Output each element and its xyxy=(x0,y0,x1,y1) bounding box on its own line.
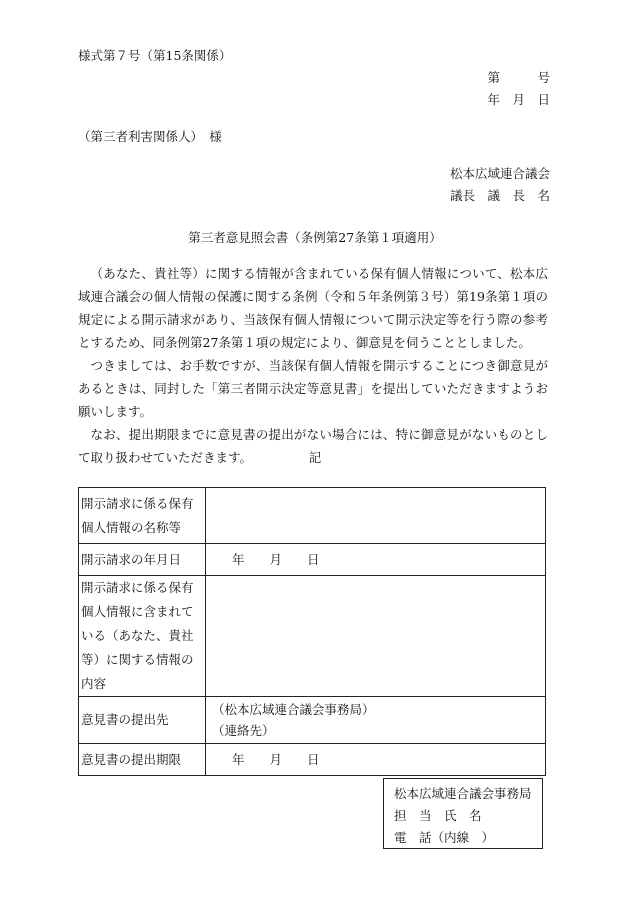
body-paragraph-2: つきましては、お手数ですが、当該保有個人情報を開示することにつき御意見があるときは、同封した「第三者開示決定等意見書」を提出していただきますようお願いします。 xyxy=(78,358,548,419)
addressee: （第三者利害関係人） 様 xyxy=(78,129,222,144)
body-paragraph-3: なお、提出期限までに意見書の提出がない場合には、特に御意見がないものとして取り扱わせていただきます。 xyxy=(78,427,548,465)
inquiry-table xyxy=(78,487,546,776)
row-label-info-content: 開示請求に係る保有個人情報に含まれている（あなた、貴社等）に関する情報の内容 xyxy=(79,576,206,697)
contact-office: 松本広域連合議会事務局 xyxy=(394,786,532,801)
row-value-info-content xyxy=(206,576,546,697)
contact-phone: 電 話（内線 ） xyxy=(394,830,495,845)
destination-contact: （連絡先） xyxy=(212,723,275,738)
table-row xyxy=(79,544,546,576)
row-label-submission-destination: 意見書の提出先 xyxy=(79,697,206,744)
table-row xyxy=(79,488,546,544)
row-value-submission-destination xyxy=(206,697,546,744)
body-text xyxy=(78,262,548,469)
document-date: 年 月 日 xyxy=(487,92,550,107)
table-row xyxy=(79,576,546,697)
row-value-request-date: 年 月 日 xyxy=(206,544,546,576)
sender-organization: 松本広域連合議会 xyxy=(449,166,550,181)
document-title: 第三者意見照会書（条例第27条第１項適用） xyxy=(188,230,442,245)
contact-box xyxy=(383,778,543,849)
sender-chair: 議長 議 長 名 xyxy=(449,188,550,203)
row-label-request-date: 開示請求の年月日 xyxy=(79,544,206,576)
contact-person: 担 当 氏 名 xyxy=(394,808,482,823)
row-value-info-name xyxy=(206,488,546,544)
table-row xyxy=(79,744,546,776)
table-row xyxy=(79,697,546,744)
ki-heading: 記 xyxy=(308,450,322,465)
row-value-submission-deadline: 年 月 日 xyxy=(206,744,546,776)
body-paragraph-1: （あなた、貴社等）に関する情報が含まれている保有個人情報について、松本広域連合議会の個人情報の保護に関する条例（令和５年条例第３号）第19条第１項の規定による開示請求があり、当該保有個人情報について開示決定等を行う際の参考とするため、同条例第27条第１項の規定により、御意見を伺うこととしました。 xyxy=(78,266,548,350)
document-number: 第 号 xyxy=(487,70,550,85)
row-label-submission-deadline: 意見書の提出期限 xyxy=(79,744,206,776)
destination-office: （松本広域連合議会事務局） xyxy=(212,702,375,717)
form-number: 様式第７号（第15条関係） xyxy=(78,48,232,63)
row-label-info-name: 開示請求に係る保有個人情報の名称等 xyxy=(79,488,206,544)
